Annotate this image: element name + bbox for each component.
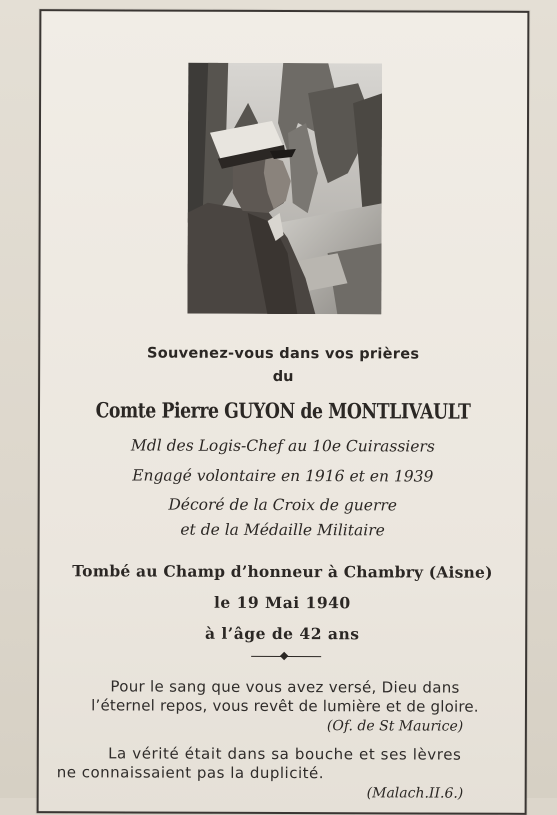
quote-1-line-1: Pour le sang que vous avez versé, Dieu dans — [110, 677, 460, 697]
death-place: Tombé au Champ d’honneur à Chambry (Aisne) — [72, 561, 493, 582]
portrait-photo — [187, 63, 382, 315]
quote-2-line-2: ne connaissaient pas la duplicité. — [56, 763, 325, 783]
deceased-name: Comte Pierre GUYON de MONTLIVAULT — [95, 397, 471, 424]
divider-diamond — [280, 652, 288, 660]
quote-2-source: (Malach.II.6.) — [366, 785, 464, 802]
age-at-death: à l’âge de 42 ans — [204, 623, 360, 644]
military-rank: Mdl des Logis-Chef au 10e Cuirassiers — [130, 436, 435, 456]
prayer-du: du — [272, 368, 294, 386]
death-date: le 19 Mai 1940 — [213, 592, 351, 613]
memorial-card — [37, 9, 530, 815]
quote-1-source: (Of. de St Maurice) — [326, 718, 464, 735]
quote-2-line-1: La vérité était dans sa bouche et ses lèvres — [108, 744, 462, 764]
quote-1-line-2: l’éternel repos, vous revêt de lumière et de gloire. — [91, 696, 479, 716]
decoration-line-1: Décoré de la Croix de guerre — [168, 495, 398, 515]
ornamental-divider — [251, 653, 321, 659]
prayer-invitation: Souvenez-vous dans vos prières — [147, 345, 420, 363]
decoration-line-2: et de la Médaille Militaire — [180, 520, 385, 540]
enlistment-line: Engagé volontaire en 1916 et en 1939 — [132, 466, 434, 486]
